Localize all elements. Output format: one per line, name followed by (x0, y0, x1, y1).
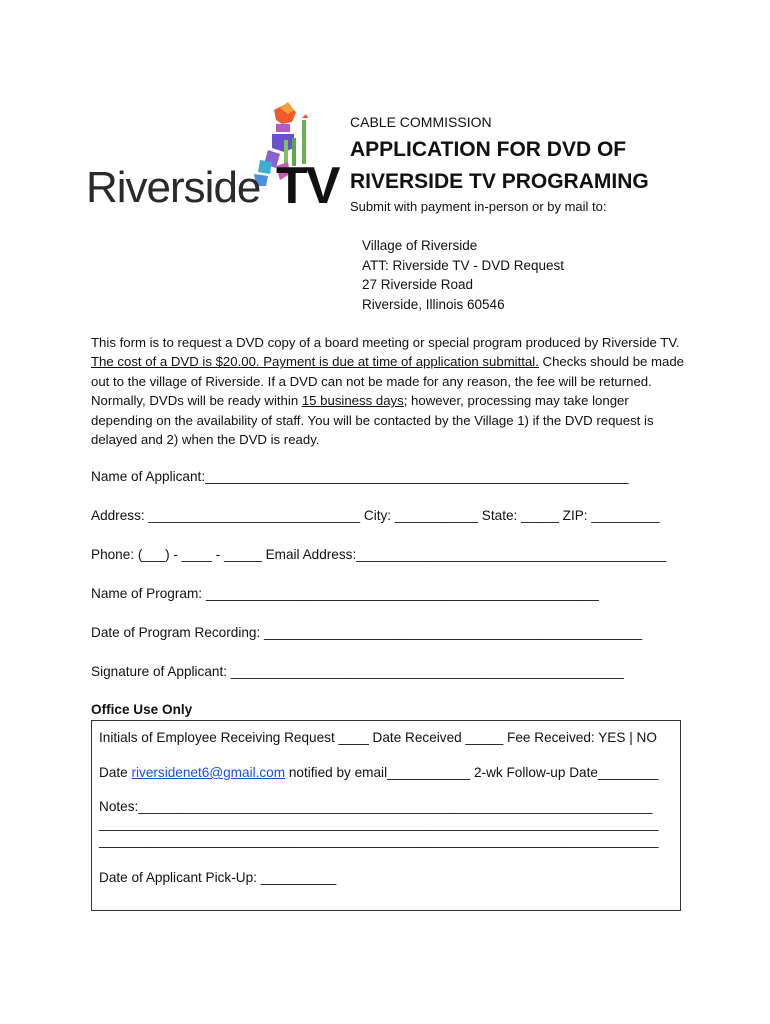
notes-line: Notes:____________________________________________________________________ (99, 799, 653, 814)
address-field[interactable]: Address: ____________________________ City: ___________ State: _____ ZIP: _________ (91, 508, 660, 523)
intro-text-2: Checks should be made out to the village of Riverside. If a DVD can not be made for any reason, the fee will be returned. Normally, DVDs will be ready within (91, 354, 685, 409)
notes-line-2: __________________________________________________________________________ (99, 816, 659, 831)
title-line-2: RIVERSIDE TV PROGRAMING (350, 170, 649, 193)
notes-line-3: __________________________________________________________________________ (99, 833, 659, 848)
office-receipt-line: Initials of Employee Receiving Request ____ Date Received _____ Fee Received: YES | NO (99, 730, 657, 745)
page-title (350, 134, 730, 198)
title-line-1: APPLICATION FOR DVD OF (350, 138, 627, 161)
riverside-tv-logo (86, 100, 339, 215)
program-name-field[interactable]: Name of Program: ____________________________________________________ (91, 586, 599, 601)
signature-field[interactable]: Signature of Applicant: ____________________________________________________ (91, 664, 624, 679)
intro-paragraph (91, 333, 691, 449)
office-notify-line (99, 765, 658, 780)
cable-commission-label: CABLE COMMISSION (350, 114, 492, 130)
address-line-2: ATT: Riverside TV - DVD Request (362, 257, 565, 273)
pickup-date-line: Date of Applicant Pick-Up: __________ (99, 870, 337, 885)
phone-email-field[interactable]: Phone: (___) - ____ - _____ Email Address:_________________________________________ (91, 547, 667, 562)
applicant-name-field[interactable]: Name of Applicant:________________________________________________________ (91, 469, 629, 484)
address-line-4: Riverside, Illinois 60546 (362, 296, 505, 312)
address-line-3: 27 Riverside Road (362, 277, 474, 292)
logo-wordmark: Riverside (86, 163, 261, 212)
business-days-notice: 15 business days (301, 393, 404, 409)
date-label: Date (99, 765, 132, 780)
submit-instructions: Submit with payment in-person or by mail to: (350, 199, 607, 214)
intro-text-1: This form is to request a DVD copy of a board meeting or special program produced by Riverside TV. (91, 335, 680, 350)
office-use-box (91, 720, 681, 911)
intro-text-3: ; however, processing may take longer depending on the availability of staff. You will be contacted by the Village 1) if the DVD request is delayed and 2) when the DVD is ready. (91, 393, 654, 448)
cost-notice: The cost of a DVD is $20.00. Payment is due at time of application submittal. (91, 354, 539, 370)
recording-date-field[interactable]: Date of Program Recording: __________________________________________________ (91, 625, 643, 640)
address-line-1: Village of Riverside (362, 238, 478, 253)
office-use-heading: Office Use Only (91, 702, 193, 717)
mailing-address (362, 236, 564, 314)
logo-tv-mark: TV (276, 157, 339, 215)
email-link[interactable]: riversidenet6@gmail.com (131, 765, 286, 780)
notify-text: notified by email___________ 2-wk Follow-up Date________ (285, 765, 659, 780)
